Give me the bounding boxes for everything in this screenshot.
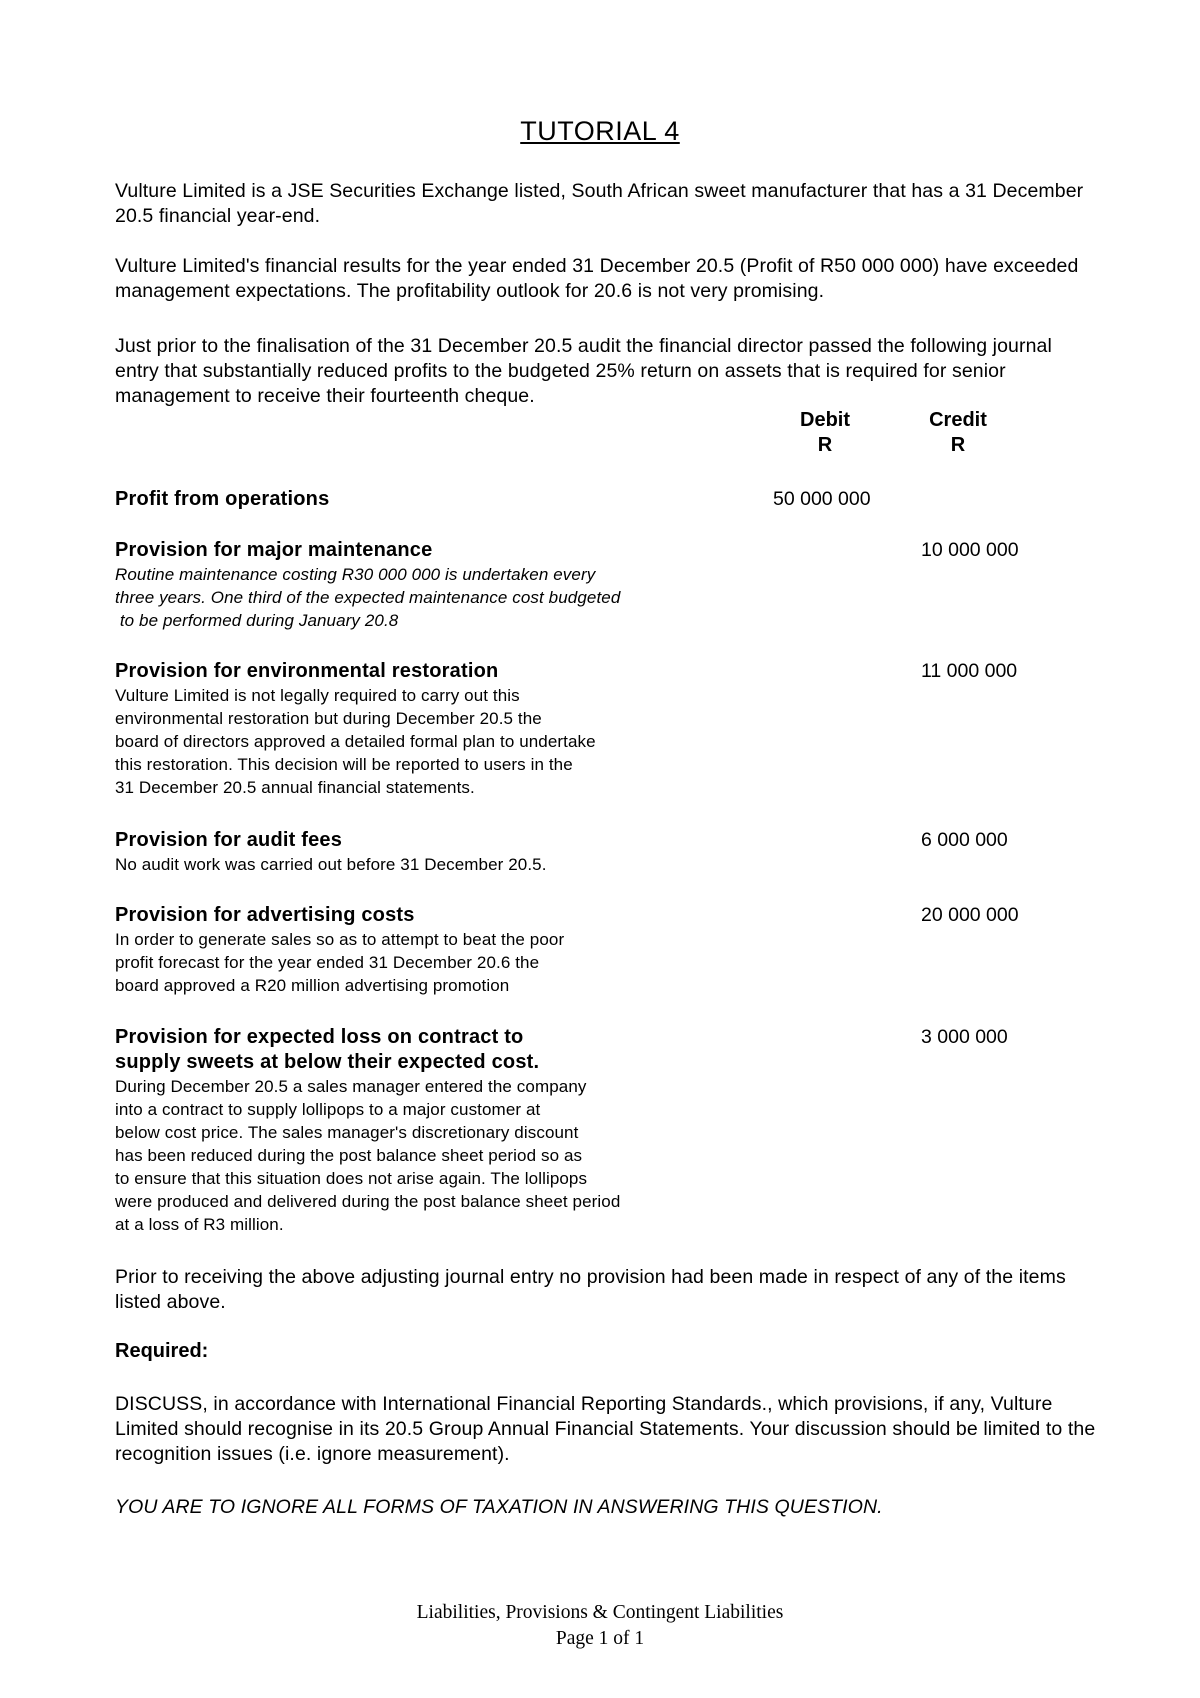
description-line: this restoration. This decision will be reported to users in the	[115, 755, 573, 774]
description-line: board of directors approved a detailed formal plan to undertake	[115, 732, 596, 751]
description-line: at a loss of R3 million.	[115, 1215, 284, 1234]
footer-page-number: Page 1 of 1	[555, 1628, 645, 1649]
page-title: TUTORIAL 4	[520, 116, 680, 146]
credit-amount: 3 000 000	[921, 1026, 1008, 1048]
credit-amount: 6 000 000	[921, 829, 1008, 851]
entry-description	[115, 1075, 755, 1236]
description-line: 31 December 20.5 annual financial statements.	[115, 778, 475, 797]
intro-paragraph-3: Just prior to the finalisation of the 31 December 20.5 audit the financial director passed the following journal entry that substantially reduced profits to the budgeted 25% return on assets that is required for senior management to receive their fourteenth cheque.	[115, 335, 1052, 407]
entry-title: Provision for environmental restoration	[115, 660, 499, 682]
journal-entry-audit-fees	[115, 828, 735, 876]
debit-label: Debit	[800, 409, 850, 431]
journal-entry-maintenance	[115, 538, 735, 632]
footer-topic: Liabilities, Provisions & Contingent Liabilities	[416, 1602, 784, 1623]
entry-title: Provision for advertising costs	[115, 904, 415, 926]
entry-description	[115, 928, 735, 997]
journal-entry-contract-loss	[115, 1025, 755, 1236]
description-line: below cost price. The sales manager's discretionary discount	[115, 1123, 579, 1142]
credit-amount: 10 000 000	[921, 539, 1019, 561]
after-paragraph: Prior to receiving the above adjusting journal entry no provision had been made in respect of any of the items listed above.	[115, 1266, 1066, 1313]
entry-title: Provision for audit fees	[115, 829, 343, 851]
description-line: During December 20.5 a sales manager entered the company	[115, 1077, 587, 1096]
description-line: to be performed during January 20.8	[115, 611, 399, 630]
intro-paragraph-1: Vulture Limited is a JSE Securities Exchange listed, South African sweet manufacturer that has a 31 December 20.5 financial year-end.	[115, 180, 1084, 227]
credit-amount: 11 000 000	[921, 660, 1018, 682]
debit-currency: R	[817, 434, 833, 456]
credit-currency: R	[950, 434, 966, 456]
entry-description	[115, 684, 735, 799]
credit-label: Credit	[929, 409, 987, 431]
entry-description	[115, 853, 735, 876]
description-line: profit forecast for the year ended 31 December 20.6 the	[115, 953, 540, 972]
description-line: to ensure that this situation does not arise again. The lollipops	[115, 1169, 588, 1188]
debit-column-header	[765, 408, 885, 458]
footer	[0, 1600, 1200, 1652]
description-line: into a contract to supply lollipops to a major customer at	[115, 1100, 541, 1119]
description-line: In order to generate sales so as to attempt to beat the poor	[115, 930, 565, 949]
description-line: board approved a R20 million advertising promotion	[115, 976, 510, 995]
description-line: Routine maintenance costing R30 000 000 is undertaken every	[115, 565, 596, 584]
credit-amount: 20 000 000	[921, 904, 1019, 926]
credit-column-header	[898, 408, 1018, 458]
description-line: has been reduced during the post balance sheet period so as	[115, 1146, 583, 1165]
entry-title: Provision for expected loss on contract to	[115, 1026, 524, 1048]
entry-description	[115, 563, 735, 632]
entry-title: Provision for major maintenance	[115, 539, 433, 561]
description-line: Vulture Limited is not legally required to carry out this	[115, 686, 520, 705]
tax-note: YOU ARE TO IGNORE ALL FORMS OF TAXATION IN ANSWERING THIS QUESTION.	[115, 1496, 883, 1518]
journal-entry-advertising	[115, 903, 735, 997]
discussion-paragraph: DISCUSS, in accordance with International Financial Reporting Standards., which provisions, if any, Vulture Limited should recognise in its 20.5 Group Annual Financial Statements. Your discussion should be limited to the recognition issues (i.e. ignore measurement).	[115, 1393, 1096, 1465]
debit-amount: 50 000 000	[773, 488, 871, 510]
description-line: environmental restoration but during December 20.5 the	[115, 709, 542, 728]
description-line: No audit work was carried out before 31 December 20.5.	[115, 855, 547, 874]
entry-title-line2: supply sweets at below their expected cost.	[115, 1051, 540, 1073]
entry-title: Profit from operations	[115, 488, 330, 510]
journal-entry-environmental	[115, 659, 735, 799]
journal-entry-profit	[115, 487, 735, 512]
description-line: were produced and delivered during the post balance sheet period	[115, 1192, 621, 1211]
intro-paragraph-2: Vulture Limited's financial results for the year ended 31 December 20.5 (Profit of R50 000 000) have exceeded management expectations. The profitability outlook for 20.6 is not very promising.	[115, 255, 1079, 302]
description-line: three years. One third of the expected maintenance cost budgeted	[115, 588, 621, 607]
required-label: Required:	[115, 1340, 209, 1362]
